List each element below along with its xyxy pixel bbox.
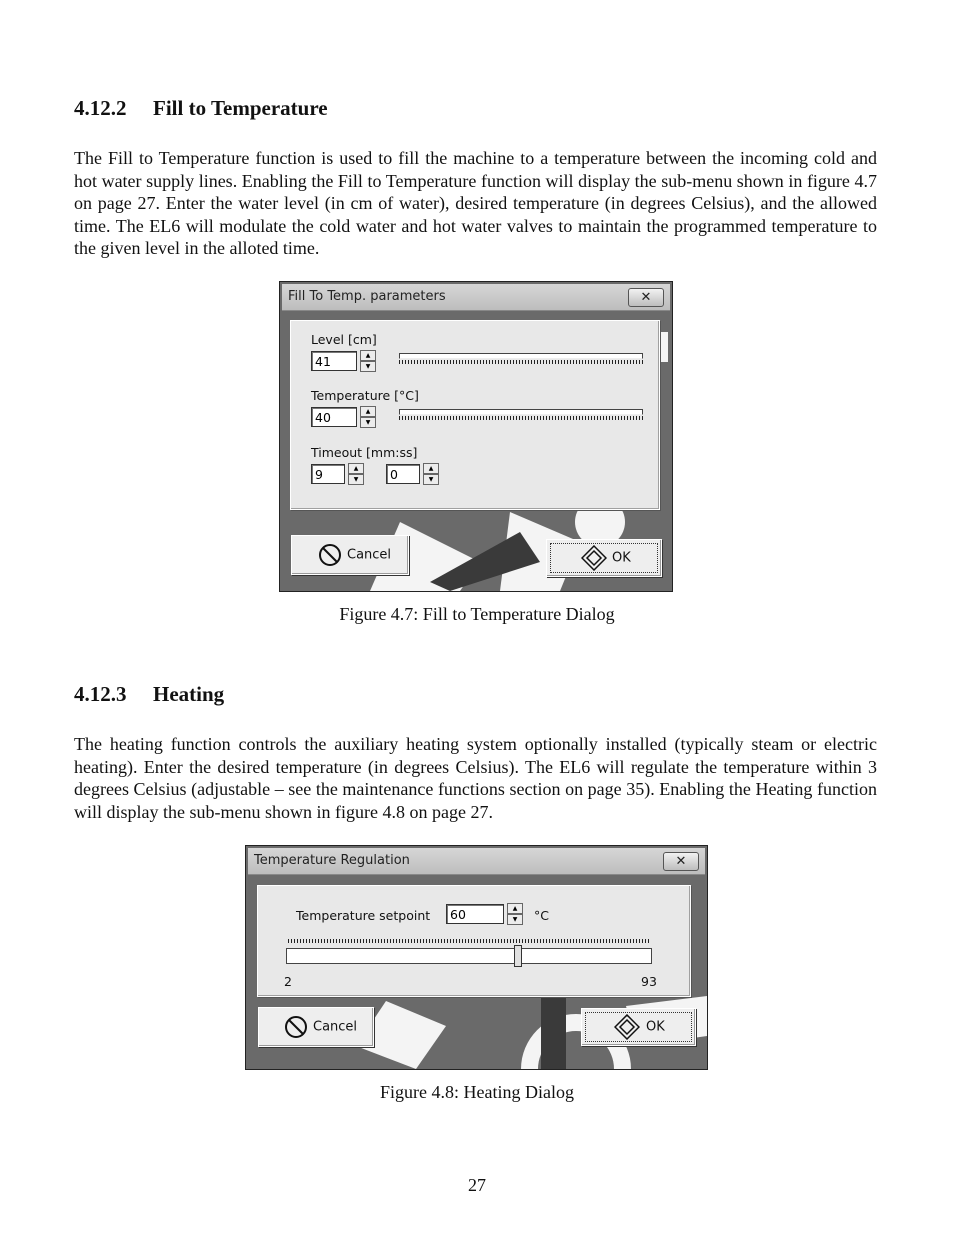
close-icon[interactable]: ✕ xyxy=(628,288,664,307)
page-number: 27 xyxy=(468,1175,486,1195)
figure-caption: Figure 4.7: Fill to Temperature Dialog xyxy=(339,604,615,624)
diamond-icon xyxy=(581,545,607,571)
close-icon[interactable]: ✕ xyxy=(663,852,699,871)
level-spinner[interactable] xyxy=(360,350,376,372)
cancel-label: Cancel xyxy=(313,1019,358,1035)
setpoint-label: Temperature setpoint xyxy=(296,908,431,923)
slider-track xyxy=(399,353,643,359)
slider-ticks xyxy=(288,939,650,943)
timeout-label: Timeout [mm:ss] xyxy=(311,445,418,460)
timeout-minutes-input[interactable]: 9 xyxy=(311,464,345,484)
section-heading-heating xyxy=(74,682,224,707)
spin-up-icon[interactable]: ▲ xyxy=(423,463,439,474)
slider-ticks xyxy=(399,360,643,364)
cancel-button[interactable] xyxy=(258,1007,374,1047)
timeout-seconds-spinner[interactable] xyxy=(423,463,439,485)
spin-up-icon[interactable]: ▲ xyxy=(507,903,523,914)
section-paragraph: The Fill to Temperature function is used to fill the machine to a temperature between the incoming cold and hot water supply lines. Enabling the Fill to Temperature function will display the sub-menu shown in figure 4.7 on page 27. Enter the water level (in cm of water), desired temperature (in degrees Celsius), and the allowed time. The EL6 will modulate the cold water and hot water valves to maintain the programmed temperature to the given level in the alloted time. xyxy=(74,148,877,259)
timeout-minutes-spinner[interactable] xyxy=(348,463,364,485)
ok-button[interactable] xyxy=(546,539,662,577)
section-title: Fill to Temperature xyxy=(153,96,328,120)
cancel-label: Cancel xyxy=(347,547,392,563)
temperature-slider[interactable] xyxy=(399,409,643,423)
setpoint-panel xyxy=(257,885,691,997)
title-bar[interactable] xyxy=(248,848,705,875)
ok-label: OK xyxy=(612,550,631,566)
spin-down-icon[interactable]: ▼ xyxy=(348,474,364,485)
spin-up-icon[interactable]: ▲ xyxy=(348,463,364,474)
dialog-title: Temperature Regulation xyxy=(254,853,410,868)
timeout-seconds-input[interactable]: 0 xyxy=(386,464,420,484)
title-bar[interactable] xyxy=(282,284,670,311)
temperature-label: Temperature [°C] xyxy=(311,388,419,403)
temperature-spinner[interactable] xyxy=(360,406,376,428)
section-heading-fill-to-temperature xyxy=(74,96,328,121)
slider-ticks xyxy=(399,416,643,420)
level-input[interactable]: 41 xyxy=(311,351,357,371)
dialog-title: Fill To Temp. parameters xyxy=(288,289,446,304)
figure-caption: Figure 4.8: Heating Dialog xyxy=(380,1082,574,1102)
spin-up-icon[interactable]: ▲ xyxy=(360,406,376,417)
section-number: 4.12.3 xyxy=(74,682,127,706)
spin-down-icon[interactable]: ▼ xyxy=(423,474,439,485)
temperature-input[interactable]: 40 xyxy=(311,407,357,427)
level-label: Level [cm] xyxy=(311,332,377,347)
cancel-button[interactable] xyxy=(291,535,409,575)
spin-down-icon[interactable]: ▼ xyxy=(360,417,376,428)
slider-thumb[interactable] xyxy=(514,945,522,967)
diamond-icon xyxy=(614,1014,640,1040)
ok-label: OK xyxy=(646,1019,665,1035)
spin-up-icon[interactable]: ▲ xyxy=(360,350,376,361)
spin-down-icon[interactable]: ▼ xyxy=(507,914,523,925)
slider-max-label: 93 xyxy=(641,974,657,989)
section-number: 4.12.2 xyxy=(74,96,127,120)
fill-to-temp-dialog xyxy=(279,281,673,592)
section-paragraph: The heating function controls the auxiliary heating system optionally installed (typically steam or electric heating). Enter the desired temperature (in degrees Celsius). The EL6 will regulate the temperature within 3 degrees Celsius (adjustable – see the maintenance functions section on page 35). Enabling the Heating function will display the sub-menu shown in figure 4.8 on page 27. xyxy=(74,734,877,822)
level-slider[interactable] xyxy=(399,353,643,367)
setpoint-slider[interactable] xyxy=(286,948,652,964)
setpoint-spinner[interactable] xyxy=(507,903,523,925)
slider-min-label: 2 xyxy=(284,974,292,989)
temperature-regulation-dialog xyxy=(245,845,708,1070)
parameters-panel xyxy=(290,320,660,510)
setpoint-input[interactable]: 60 xyxy=(446,904,504,924)
spin-down-icon[interactable]: ▼ xyxy=(360,361,376,372)
no-entry-icon xyxy=(318,543,342,567)
no-entry-icon xyxy=(284,1015,308,1039)
slider-track xyxy=(399,409,643,415)
unit-label: °C xyxy=(534,908,549,923)
ok-button[interactable] xyxy=(581,1008,696,1046)
section-title: Heating xyxy=(153,682,225,706)
